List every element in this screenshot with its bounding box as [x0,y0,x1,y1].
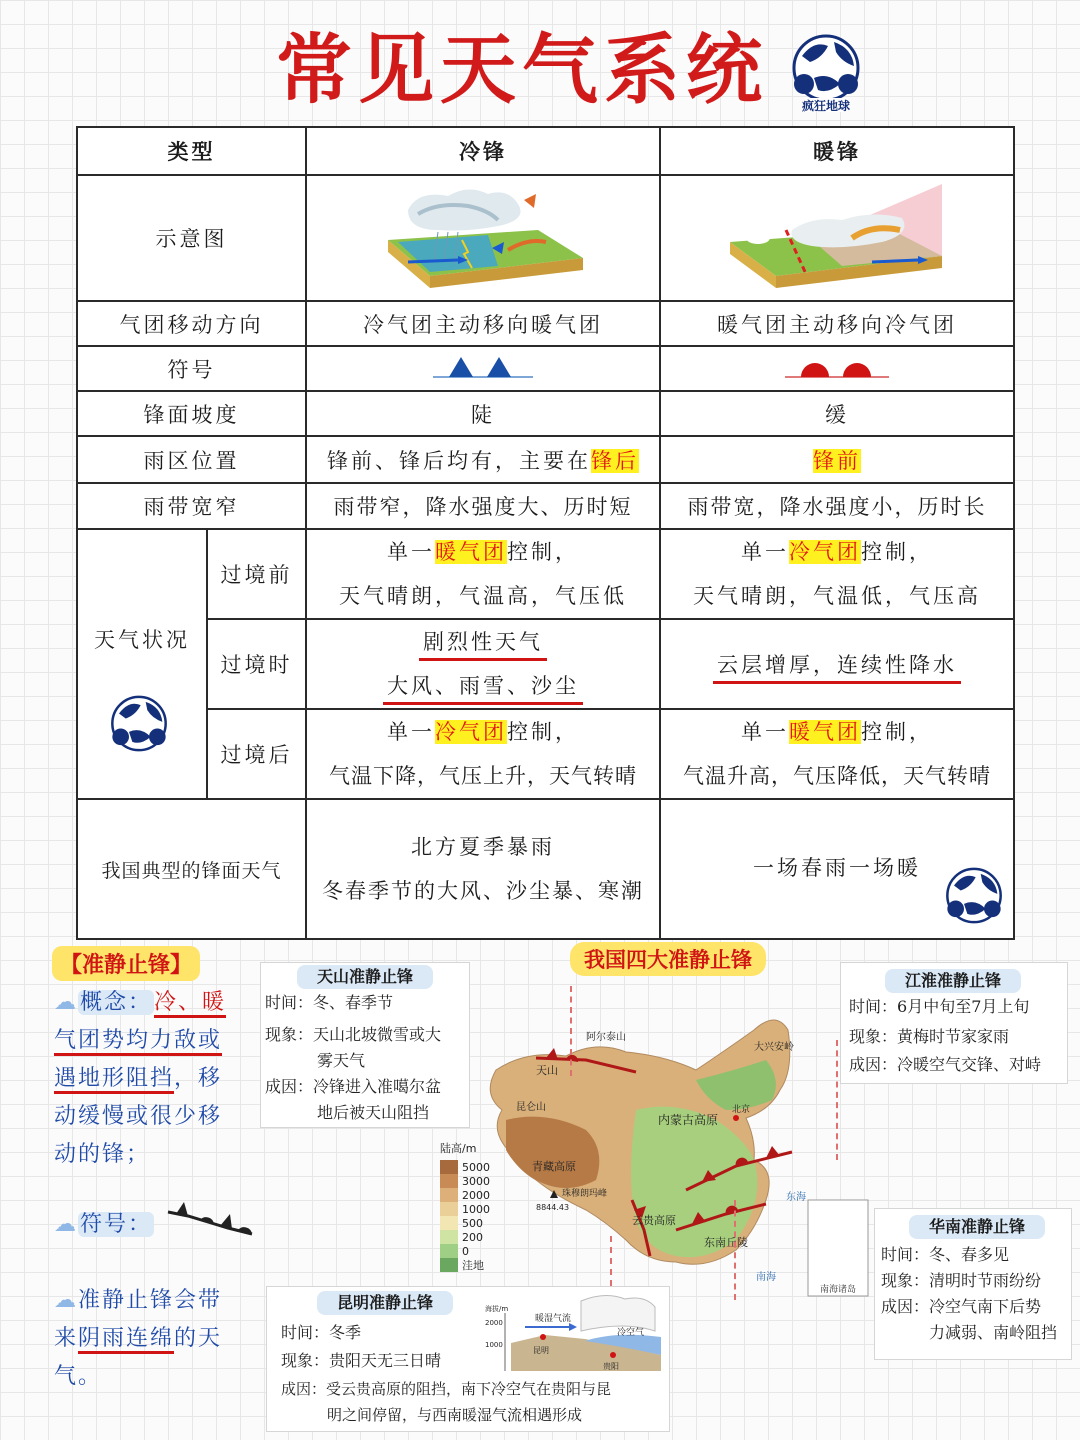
table-header-row [77,127,1014,175]
cold-front-diagram-icon [378,180,588,292]
legend-row [440,1216,500,1230]
kunming-diagram-warm: 暖湿气流 [535,1314,572,1324]
label-weather [77,529,207,799]
warm-symbol [660,346,1014,391]
legend-swatch [440,1244,458,1258]
legend-rows [440,1160,500,1272]
legend-row [440,1244,500,1258]
cold-front-diagram [306,175,660,301]
cold-front-triangles-icon [433,352,533,380]
card-tianshan-time-value: 冬、春季节 [313,993,394,1012]
label-before: 过境前 [207,529,306,619]
legend-swatch [440,1258,458,1272]
china-map [436,1000,876,1300]
card-kunming-cause [281,1375,611,1403]
globe-mascot-icon [939,862,1009,934]
concept-text1: 冷、暖 [154,990,226,1018]
card-jianghuai-cause-value: 冷暖空气交锋、对峙 [897,1055,1042,1074]
card-kunming-phen-key: 现象： [281,1351,330,1370]
kunming-diagram-alt-label: 海拔/m [485,1305,509,1313]
warm-after-b: 控制， [861,720,933,744]
card-tianshan-phen-value1: 天山北坡微雪或大 [313,1025,442,1044]
card-jianghuai-cause-key: 成因： [849,1055,898,1074]
kunming-front-diagram [485,1291,661,1371]
label-after: 过境后 [207,709,306,799]
quasi-stationary-front-symbol-icon [166,1200,256,1240]
row-weather-before [77,529,1014,619]
card-huanan-phen-key: 现象： [881,1271,930,1290]
card-tianshan-time-key: 时间： [265,993,314,1012]
cold-symbol [306,346,660,391]
card-kunming-time-value: 冬季 [329,1323,362,1342]
card-huanan-time-value: 冬、春多见 [929,1245,1010,1264]
map-label-qinghai-tibet: 青藏高原 [532,1160,576,1173]
warm-during-text: 云层增厚，连续性降水 [713,653,961,684]
label-weather-text: 天气状况 [94,628,190,652]
cold-typical-line1: 北方夏季暴雨 [411,835,555,859]
kunming-diagram-city1: 昆明 [533,1346,549,1355]
note-text2b: 的天 [174,1326,223,1351]
front-comparison-table [76,126,1015,940]
legend-row [440,1230,500,1244]
quasi-concept [54,984,254,1174]
legend-row [440,1174,500,1188]
connector-line [570,986,572,1076]
legend-label: 3000 [462,1174,490,1188]
label-diagram: 示意图 [77,175,306,301]
legend-swatch [440,1160,458,1174]
label-symbol: 符号 [77,346,306,391]
card-huanan-phen [881,1267,1041,1295]
cold-before-a: 单一 [387,540,435,564]
concept-line5: 动的锋； [54,1142,151,1167]
symbol-label: 符号： [80,1212,153,1237]
header-type: 类型 [77,127,306,175]
legend-swatch [440,1188,458,1202]
warm-rain-zone-highlight: 锋前 [813,448,861,473]
concept-text2: 气团势均力敌或 [54,1028,222,1056]
legend-title: 陆高/m [440,1142,477,1155]
card-huanan-time [881,1241,1009,1269]
card-jianghuai-time-key: 时间： [849,997,898,1016]
card-jianghuai-title: 江淮准静止锋 [885,969,1021,993]
note-line3: 气。 [54,1364,103,1389]
label-during: 过境时 [207,619,306,709]
cold-after-line2: 气温下降，气压上升，天气转晴 [329,764,637,788]
card-kunming-cause-value2: 明之间停留，与西南暖湿气流相遇形成 [327,1406,583,1424]
map-label-inner-mongolia: 内蒙古高原 [658,1113,719,1127]
legend-row [440,1202,500,1216]
card-kunming-title: 昆明准静止锋 [317,1291,453,1315]
cold-after-a: 单一 [387,720,435,744]
card-jianghuai [840,962,1068,1084]
label-rain-band: 雨带宽窄 [77,483,306,529]
card-kunming [266,1286,670,1432]
map-label-everest-height: 8844.43 [536,1203,570,1212]
legend-swatch [440,1216,458,1230]
warm-typical [660,799,1014,939]
header-warm-front: 暖锋 [660,127,1014,175]
cloud-icon: ☁ [54,1288,78,1313]
legend-row [440,1258,500,1272]
mascot-label: 疯狂地球 [801,99,851,113]
map-legend [440,1140,500,1272]
card-tianshan-cause-value2: 地后被天山阻挡 [317,1103,430,1122]
note-text2a: 来 [54,1326,79,1351]
card-jianghuai-phen-value: 黄梅时节家家雨 [897,1027,1010,1046]
warm-after-line1 [661,710,1013,754]
legend-label: 200 [462,1230,483,1244]
row-rain-zone [77,436,1014,483]
card-kunming-phen [281,1347,441,1375]
map-label-tianshan: 天山 [536,1064,558,1077]
header-cold-front: 冷锋 [306,127,660,175]
map-label-east-sea: 东海 [786,1192,806,1203]
card-tianshan-title: 天山准静止锋 [297,965,433,989]
card-jianghuai-cause [849,1051,1041,1079]
cold-before-highlight: 暖气团 [435,540,507,564]
connector-line [734,1200,736,1300]
label-slope: 锋面坡度 [77,391,306,436]
map-label-kunlun: 昆仑山 [516,1102,546,1113]
legend-row [440,1160,500,1174]
cold-during-line2: 大风、雨雪、沙尘 [383,674,583,705]
page-title: 常见天气系统 [276,25,768,114]
warm-typical-text: 一场春雨一场暖 [753,856,921,880]
concept-line4: 动缓慢或很少移 [54,1104,223,1129]
warm-before-a: 单一 [741,540,789,564]
card-huanan [874,1208,1072,1360]
cold-typical [306,799,660,939]
card-huanan-cause [881,1293,1041,1321]
legend-label: 500 [462,1216,483,1230]
cold-after-line1 [307,710,659,754]
warm-during [660,619,1014,709]
kunming-diagram-cold: 冷空气 [617,1328,645,1338]
map-label-beijing: 北京 [732,1105,751,1115]
legend-label: 0 [462,1244,469,1258]
cold-during-line1: 剧烈性天气 [419,630,547,661]
map-label-yungui: 云贵高原 [632,1214,676,1227]
row-rain-band [77,483,1014,529]
map-label-south-sea-islands: 南海诸岛 [819,1285,857,1295]
concept-line3 [54,1060,254,1098]
cold-movement: 冷气团主动移向暖气团 [306,301,660,346]
card-tianshan-cause-value1: 冷锋进入准噶尔盆 [313,1077,442,1096]
cold-typical-line2: 冬春季节的大风、沙尘暴、寒潮 [322,879,644,903]
warm-before [660,529,1014,619]
card-huanan-cause-value1: 冷空气南下后势 [929,1297,1042,1316]
cold-after-b: 控制， [507,720,579,744]
note-text1: 准静止锋会带 [78,1288,223,1313]
concept-text3: 遇地形阻挡 [54,1066,174,1094]
legend-label: 1000 [462,1202,490,1216]
warm-rain-band: 雨带宽，降水强度小，历时长 [660,483,1014,529]
quasi-symbol-row [54,1206,154,1244]
cold-rain-band: 雨带窄，降水强度大、历时短 [306,483,660,529]
note-line2 [54,1320,254,1358]
card-tianshan-phen [265,1021,441,1049]
card-tianshan-cause [265,1073,441,1101]
cold-after-highlight: 冷气团 [435,720,507,744]
kunming-diagram-alt-2000: 2000 [485,1319,503,1327]
note-line1 [54,1282,254,1320]
row-weather-after [77,709,1014,799]
card-tianshan [260,962,470,1128]
cold-before [306,529,660,619]
row-weather-during [77,619,1014,709]
card-jianghuai-phen [849,1023,1009,1051]
legend-swatch [440,1174,458,1188]
quasi-note [54,1282,254,1396]
cold-during-line2-wrap [307,664,659,708]
card-kunming-cause-value1: 受云贵高原的阻挡，南下冷空气在贵阳与昆 [326,1380,612,1398]
card-huanan-cause-value2: 力减弱、南岭阻挡 [929,1323,1058,1342]
card-huanan-time-key: 时间： [881,1245,930,1264]
row-typical [77,799,1014,939]
card-tianshan-time [265,989,393,1017]
concept-line2 [54,1022,254,1060]
card-jianghuai-time [849,993,1029,1021]
cloud-icon: ☁ [54,1212,78,1237]
card-tianshan-phen-value2: 雾天气 [317,1051,366,1070]
card-huanan-title: 华南准静止锋 [909,1215,1045,1239]
globe-mascot-icon [784,28,868,114]
map-title: 我国四大准静止锋 [570,942,766,976]
map-label-south-sea: 南海 [756,1272,776,1283]
warm-front-semicircles-icon [785,352,889,380]
warm-before-b: 控制， [861,540,933,564]
warm-after [660,709,1014,799]
cold-during [306,619,660,709]
quasi-front-tag: 【准静止锋】 [52,946,200,981]
card-huanan-cause-key: 成因： [881,1297,930,1316]
legend-row [440,1188,500,1202]
warm-movement: 暖气团主动移向冷气团 [660,301,1014,346]
card-kunming-cause-key: 成因： [281,1380,327,1398]
card-tianshan-phen-key: 现象： [265,1025,314,1044]
concept-text3b: ，移 [174,1066,223,1091]
concept-line1 [54,984,254,1022]
card-jianghuai-phen-key: 现象： [849,1027,898,1046]
kunming-diagram-city2: 贵阳 [603,1362,619,1371]
cold-during-line1-wrap [307,620,659,664]
card-kunming-phen-value: 贵阳天无三日晴 [329,1351,442,1370]
row-diagram [77,175,1014,301]
cold-rain-zone-highlight: 锋后 [591,448,639,473]
warm-rain-zone [660,436,1014,483]
connector-line [610,1236,612,1286]
cold-rain-zone-text: 锋前、锋后均有，主要在 [327,448,591,473]
cold-rain-zone [306,436,660,483]
warm-front-diagram [660,175,1014,301]
label-typical: 我国典型的锋面天气 [77,799,306,939]
cold-before-line1 [307,530,659,574]
legend-label: 2000 [462,1188,490,1202]
card-kunming-time [281,1319,361,1347]
warm-before-highlight: 冷气团 [789,540,861,564]
card-huanan-phen-value: 清明时节雨纷纷 [929,1271,1042,1290]
row-symbol [77,346,1014,391]
legend-label: 5000 [462,1160,490,1174]
card-tianshan-cause-key: 成因： [265,1077,314,1096]
warm-after-line2: 气温升高，气压降低，天气转晴 [683,764,991,788]
cold-slope: 陡 [306,391,660,436]
warm-after-highlight: 暖气团 [789,720,861,744]
warm-after-a: 单一 [741,720,789,744]
row-movement [77,301,1014,346]
warm-before-line1 [661,530,1013,574]
kunming-diagram-alt-1000: 1000 [485,1341,503,1349]
map-label-daxinganling: 大兴安岭 [754,1042,794,1053]
note-text2hl: 阴雨连绵 [78,1326,174,1354]
cloud-icon: ☁ [54,990,78,1015]
map-label-southeast-hills: 东南丘陵 [704,1236,748,1249]
warm-slope: 缓 [660,391,1014,436]
legend-swatch [440,1230,458,1244]
legend-swatch [440,1202,458,1216]
label-movement: 气团移动方向 [77,301,306,346]
map-label-everest: 珠穆朗玛峰 [562,1189,608,1199]
card-kunming-time-key: 时间： [281,1323,330,1342]
card-jianghuai-time-value: 6月中旬至7月上旬 [897,997,1030,1016]
row-slope [77,391,1014,436]
label-rain-zone: 雨区位置 [77,436,306,483]
legend-label: 洼地 [462,1259,484,1272]
globe-mascot-icon [104,690,174,762]
warm-before-line2: 天气晴朗，气温低，气压高 [693,584,981,608]
map-label-altai: 阿尔泰山 [586,1032,626,1043]
connector-line [836,1040,838,1160]
cold-before-line2: 天气晴朗，气温高，气压低 [339,584,627,608]
concept-label: 概念： [80,990,153,1015]
cold-after [306,709,660,799]
warm-front-diagram-icon [722,180,952,292]
cold-before-b: 控制， [507,540,579,564]
